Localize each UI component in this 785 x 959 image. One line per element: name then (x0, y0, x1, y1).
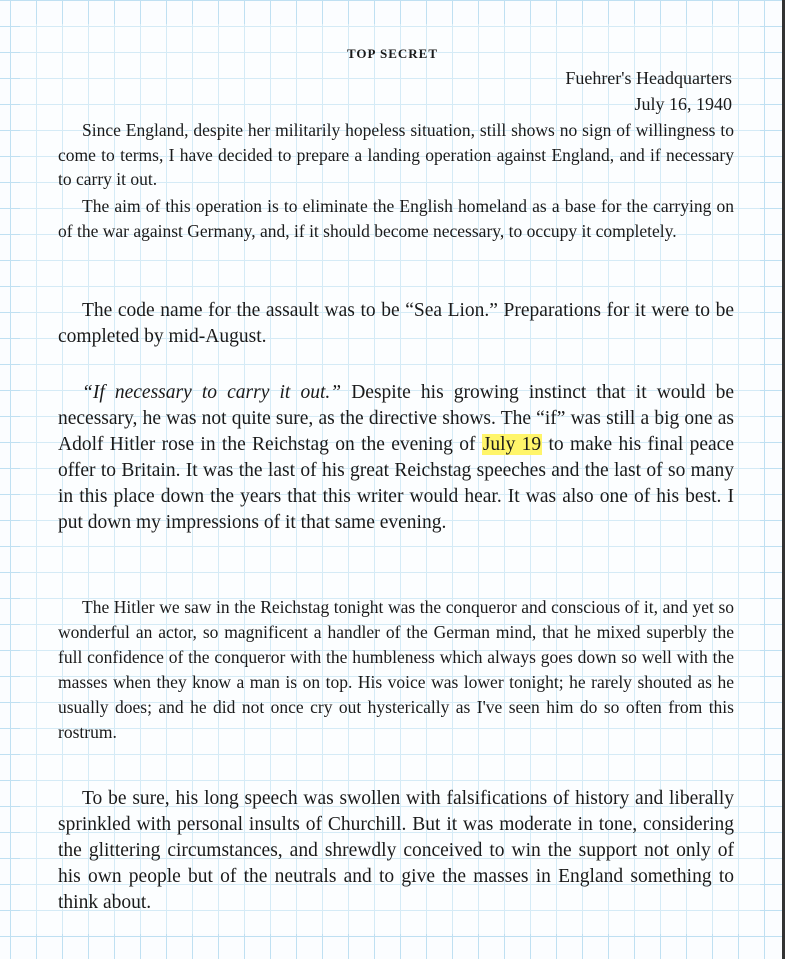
diary-paragraph-2: To be sure, his long speech was swollen with falsifications of history and liberally sprinkled with personal insults of Churchill. But it was moderate in tone, considering the glittering circumstances, and shrewdly conceived to win the support not only of his own people but of the neutrals and to give the masses in England something to think about. (58, 788, 734, 913)
narrative-text-after: to make his final peace offer to Britain. It was the last of his great Reichstag speeches and the last of so many in this place down the years that this writer would hear. It was also one of his best. I put down my impressions of it that same evening. (58, 434, 734, 533)
headquarters-line: Fuehrer's Headquarters (565, 68, 732, 88)
classification-heading: TOP SECRET (346, 46, 439, 61)
diary-paragraph-1: The Hitler we saw in the Reichstag tonight was the conqueror and conscious of it, and yet so wonderful an actor, so magnificent a handler of the German mind, that he mixed superbly the full confidence of the conqueror with the humbleness which always goes down so well with the masses when they know a man is on top. His voice was lower tonight; he rarely shouted as he usually does; and he did not once cry out hysterically as I've seen him do so often from this rostrum. (58, 597, 734, 742)
narrative-text-before: Despite his growing instinct that it would be necessary, he was not quite sure, as the directive shows. The “if” was still a big one as Adolf Hitler rose in the Reichstag on the evening of (58, 382, 734, 455)
narrative-paragraph-2 (58, 380, 734, 536)
directive-quote: “If necessary to carry it out.” (82, 382, 342, 403)
date-line: July 16, 1940 (634, 94, 732, 114)
directive-paragraph-2: The aim of this operation is to eliminate the English homeland as a base for the carrying on of the war against Germany, and, if it should become necessary, to occupy it completely. (58, 196, 734, 241)
directive-paragraph-1: Since England, despite her militarily hopeless situation, still shows no sign of willingness to come to terms, I have decided to prepare a landing operation against England, and if necessary to carry it out. (58, 120, 734, 189)
narrative-paragraph-1: The code name for the assault was to be “Sea Lion.” Preparations for it were to be completed by mid-August. (58, 300, 734, 347)
highlighted-date: July 19 (482, 434, 542, 455)
